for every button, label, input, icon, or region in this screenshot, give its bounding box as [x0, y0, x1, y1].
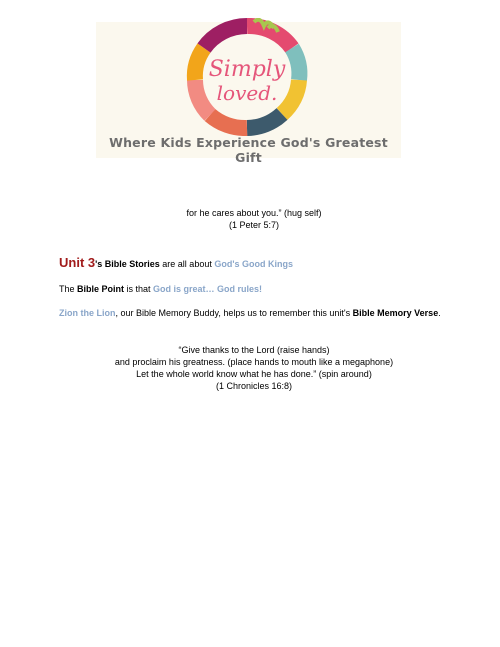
verse-continuation: [59, 207, 449, 231]
memory-buddy-text: , our Bible Memory Buddy, helps us to remember this unit's: [115, 308, 353, 318]
memory-buddy-paragraph: [59, 308, 449, 319]
verse-continuation-line1: for he cares about you.” (hug self): [186, 208, 322, 218]
memory-verse-line3: Let the whole world know what he has done.” (spin around): [136, 369, 372, 379]
bible-point-prefix: The: [59, 284, 78, 294]
memory-verse: [59, 344, 449, 392]
memory-verse-label: Bible Memory Verse: [352, 308, 439, 318]
bible-point-label: Bible Point: [77, 284, 125, 294]
memory-verse-reference: (1 Chronicles 16:8): [215, 381, 293, 391]
unit-heading: [59, 255, 449, 270]
memory-verse-line1: “Give thanks to the Lord (raise hands): [178, 345, 330, 355]
memory-verse-line2: and proclaim his greatness. (place hands to mouth like a megaphone): [114, 357, 394, 367]
bible-point-text: God is great… God rules!: [153, 284, 263, 294]
tagline: Where Kids Experience God's Greatest Gift: [109, 135, 388, 165]
bible-point-paragraph: [59, 284, 449, 295]
simply-loved-logo: [182, 18, 312, 136]
verse-continuation-ref: (1 Peter 5:7): [228, 220, 280, 230]
bible-point-middle: is that: [124, 284, 154, 294]
memory-buddy-period: .: [438, 308, 441, 318]
unit-text-about: are all about: [159, 259, 215, 269]
logo-text-simply: Simply: [208, 57, 286, 82]
unit-label: Unit 3: [59, 255, 96, 270]
unit-text-stories: 's Bible Stories: [95, 259, 160, 269]
memory-buddy-name: Zion the Lion: [59, 308, 116, 318]
logo-text-loved: loved.: [216, 81, 278, 105]
unit-topic: God's Good Kings: [214, 259, 293, 269]
